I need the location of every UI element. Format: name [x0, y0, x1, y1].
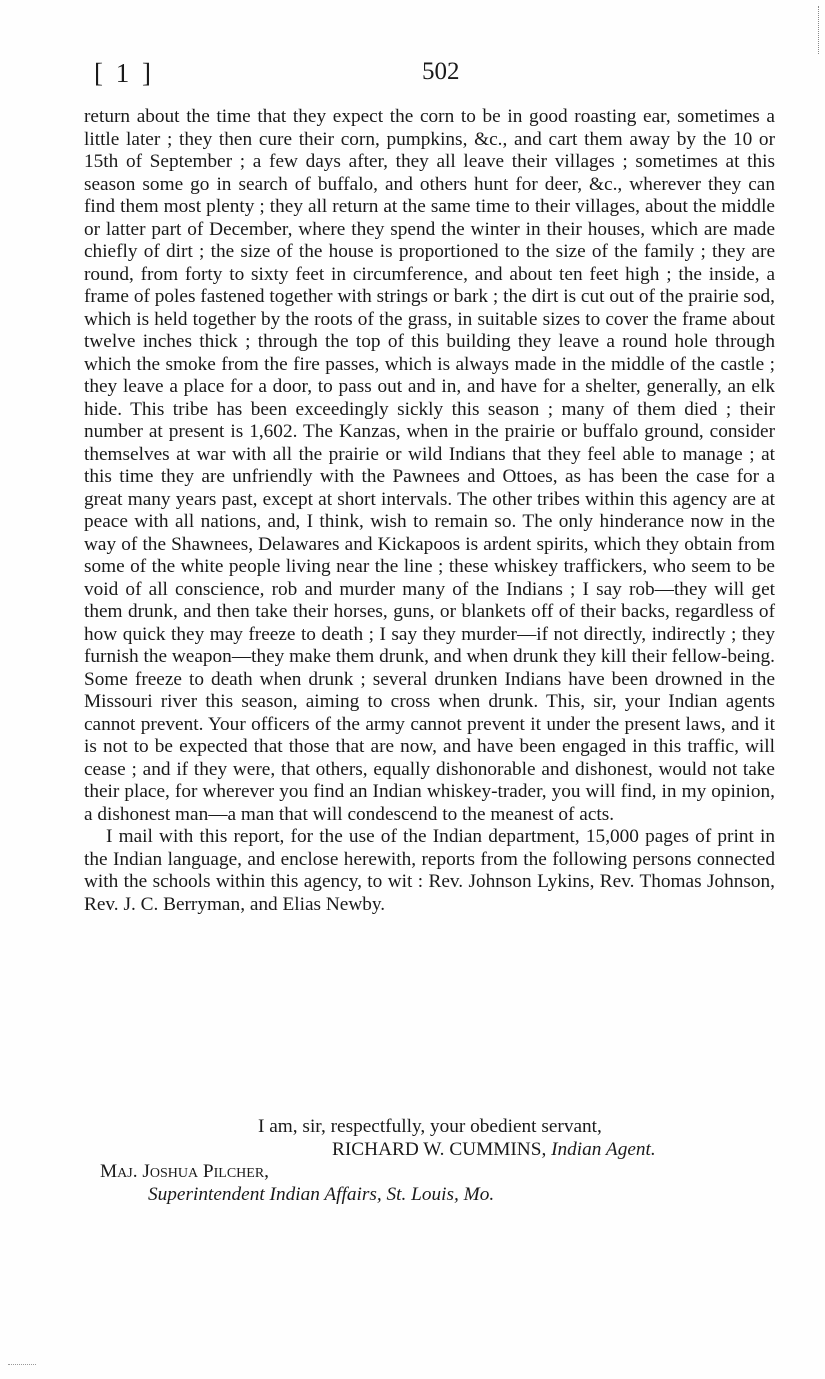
signer-name: RICHARD W. CUMMINS,: [332, 1138, 547, 1160]
body-text: [84, 106, 775, 916]
page-number: 502: [422, 58, 460, 85]
recipient-name: Maj. Joshua Pilcher,: [100, 1161, 269, 1182]
signature-line: [84, 1139, 775, 1162]
signer-title: Indian Agent.: [551, 1138, 656, 1160]
paragraph-enclosures: I mail with this report, for the use of the Indian department, 15,000 pages of print in the Indian language, and enclose herewith, reports from the following persons connected with the schools within this agency, to wit : Rev. Johnson Lykins, Rev. Thomas Johnson, Rev. J. C. Berryman, and Elias Newby.: [84, 826, 775, 915]
sheet-mark: [ 1 ]: [94, 58, 154, 88]
paragraph-report-body: return about the time that they expect the corn to be in good roasting ear, sometimes a little later ; they then cure their corn, pumpkins, &c., and cart them away by the 10 or 15th of September ; a few days after, they all leave their villages ; sometimes at this season some go in search of buffalo, and others hunt for deer, &c., wherever they can find them most plenty ; they all return at the same time to their villages, about the middle or latter part of December, where they spend the winter in their houses, which are made chiefly of dirt ; the size of the house is proportioned to the size of the family ; they are round, from forty to sixty feet in circumference, and about ten feet high ; the inside, a frame of poles fastened together with strings or bark ; the dirt is cut out of the prairie sod, which is held together by the roots of the grass, in suitable sizes to cover the frame about twelve inches thick ; through the top of this building they leave a round hole through which the smoke from the fire passes, which is always made in the middle of the castle ; they leave a place for a door, to pass out and in, and have for a shelter, generally, an elk hide. This tribe has been exceedingly sickly this season ; many of them died ; their number at present is 1,602. The Kanzas, when in the prairie or buffalo ground, consider themselves at war with all the prairie or wild Indians that they feel able to manage ; at this time they are unfriendly with the Pawnees and Ottoes, as has been the case for a great many years past, except at short intervals. The other tribes within this agency are at peace with all nations, and, I think, wish to remain so. The only hinderance now in the way of the Shawnees, Delawares and Kickapoos is ardent spirits, which they obtain from some of the white people living near the line ; these whiskey traffickers, who seem to be void of all conscience, rob and murder many of the Indians ; I say rob—they will get them drunk, and then take their horses, guns, or blankets off of their backs, regardless of how quick they may freeze to death ; I say they murder—if not directly, indirectly ; they furnish the weapon—they make them drunk, and when drunk they kill their fellow-being. Some freeze to death when drunk ; several drunken Indians have been drowned in the Missouri river this season, aiming to cross when drunk. This, sir, your Indian agents cannot prevent. Your officers of the army cannot prevent it under the present laws, and it is not to be expected that those that are now, and have been engaged in this traffic, will cease ; and if they were, that others, equally dishonorable and dishonest, would not take their place, for wherever you find an Indian whiskey-trader, you will find, in my opinion, a dishonest man—a man that will condescend to the meanest of acts.: [84, 106, 775, 825]
recipient-title: Superintendent Indian Affairs, St. Louis, Mo.: [148, 1183, 495, 1205]
salutation-line: I am, sir, respectfully, your obedient servant,: [258, 1116, 602, 1137]
letter-closing: [84, 1116, 775, 1206]
page-header: [94, 58, 765, 94]
page-bottom-marks: [8, 1356, 36, 1365]
page-edge-marks: [800, 6, 819, 54]
